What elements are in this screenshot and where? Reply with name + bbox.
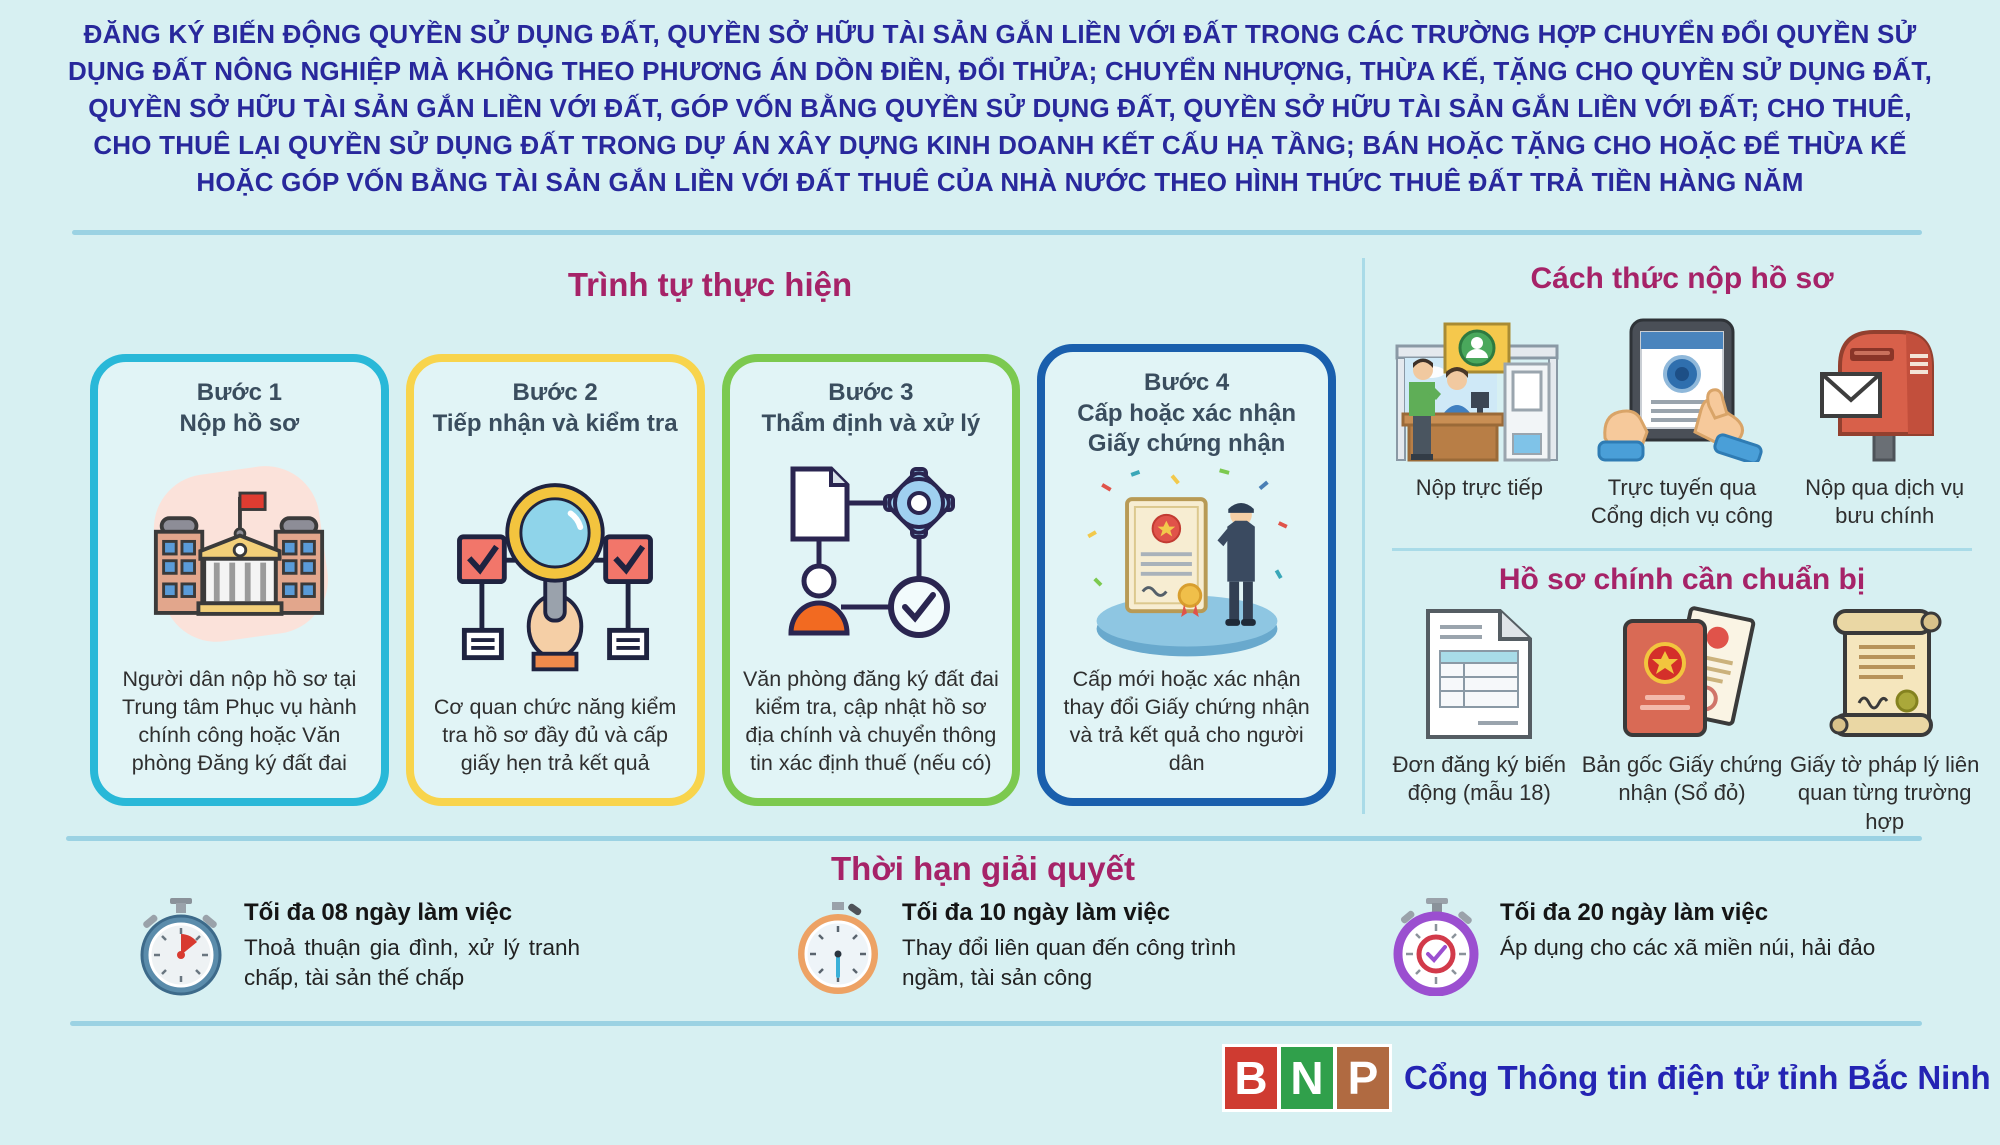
step-3-title [761,378,980,439]
deadline-8-days-description: Thoả thuận gia đình, xử lý tranh chấp, tài sản thế chấp [244,935,580,991]
step-1-description: Người dân nộp hồ sơ tại Trung tâm Phục vụ hành chính công hoặc Văn phòng Đăng ký đất đai [122,667,357,776]
step-card-4 [1037,344,1336,806]
method-postal [1783,312,1986,530]
step-2-title [433,378,678,439]
certificate-award-icon [1072,460,1302,666]
deadlines-heading: Thời hạn giải quyết [831,850,1135,887]
method-online [1581,312,1784,530]
bnp-logo [1222,1044,1392,1112]
deadline-item-10-days [792,898,1272,1001]
doc-registration-form-label: Đơn đăng ký biến động (mẫu 18) [1392,752,1567,806]
step-3-label: Bước 3 [828,379,914,406]
clock-orange-icon [792,898,884,1001]
vertical-divider [1362,258,1365,814]
deadline-10-days-description: Thay đổi liên quan đến công trình ngầm, tài sản công [902,935,1236,991]
method-postal-label: Nộp qua dịch vụ bưu chính [1805,475,1965,529]
submission-methods [1378,312,1986,530]
method-direct-label: Nộp trực tiếp [1415,475,1543,500]
step-card-3 [722,354,1021,806]
stopwatch-blue-icon [134,898,226,1001]
step-2-description: Cơ quan chức năng kiểm tra hồ sơ đầy đủ và cấp giấy hẹn trả kết quả [433,695,677,776]
submission-heading: Cách thức nộp hồ sơ [1530,262,1834,295]
step-3-subtitle: Thẩm định và xử lý [761,409,981,437]
right-column [1378,262,1986,836]
step-4-description: Cấp mới hoặc xác nhận thay đổi Giấy chứng nhận và trả kết quả cho người dân [1063,667,1310,776]
step-4-title [1057,368,1316,460]
process-heading: Trình tự thực hiện [567,266,853,303]
deadline-item-8-days [134,898,580,1001]
step-1-title [180,378,300,439]
step-3-description: Văn phòng đăng ký đất đai kiểm tra, cập nhật hồ sơ địa chính và chuyển thông tin xác định thuế (nếu có) [742,667,999,776]
step-2-subtitle: Tiếp nhận và kiểm tra [432,409,678,437]
deadline-20-days-duration: Tối đa 20 ngày làm việc [1500,899,1769,926]
divider-above-deadlines [66,836,1922,841]
step-card-2 [406,354,705,806]
magnifier-check-icon [440,439,670,694]
step-1-subtitle: Nộp hồ sơ [179,409,300,437]
document-gear-process-icon [761,439,981,666]
deadline-8-days-text [244,898,580,994]
registration-form-icon [1420,603,1538,741]
doc-registration-form [1378,603,1581,835]
bnp-logo-letter-n: N [1281,1047,1333,1109]
deadline-20-days-text [1500,898,1875,963]
doc-certificate-book [1581,603,1784,835]
government-building-icon [123,439,355,666]
timer-purple-icon [1390,898,1482,1001]
step-card-1 [90,354,389,806]
documents-heading: Hồ sơ chính cần chuẩn bị [1498,563,1866,597]
process-steps [90,354,1336,806]
required-documents [1378,603,1986,835]
doc-certificate-book-label: Bản gốc Giấy chứng nhận (Sổ đỏ) [1581,752,1783,806]
method-online-label: Trực tuyến qua Cổng dịch vụ công [1590,475,1774,529]
footer-portal-name: Cổng Thông tin điện tử tỉnh Bắc Ninh [1404,1059,1991,1096]
deadline-item-20-days [1390,898,1938,1001]
deadline-10-days-text [902,898,1272,994]
step-4-subtitle: Cấp hoặc xác nhận Giấy chứng nhận [1077,399,1296,458]
footer [1222,1044,1991,1112]
deadline-10-days-duration: Tối đa 10 ngày làm việc [902,899,1171,926]
page-title: ĐĂNG KÝ BIẾN ĐỘNG QUYỀN SỬ DỤNG ĐẤT, QUYỀN SỞ HỮU TÀI SẢN GẮN LIỀN VỚI ĐẤT TRONG CÁC TRƯỜNG HỢP CHUYỂN ĐỔI QUYỀN SỬ DỤNG ĐẤT NÔNG NGHIỆP MÀ KHÔNG THEO PHƯƠNG ÁN DỒN ĐIỀN, ĐỔI THỬA; CHUYỂN NHƯỢNG, THỪA KẾ, TẶNG CHO QUYỀN SỬ DỤNG ĐẤT, QUYỀN SỞ HỮU TÀI SẢN GẮN LIỀN VỚI ĐẤT, GÓP VỐN BẰNG QUYỀN SỬ DỤNG ĐẤT, QUYỀN SỞ HỮU TÀI SẢN GẮN LIỀN VỚI ĐẤT; CHO THUÊ, CHO THUÊ LẠI QUYỀN SỬ DỤNG ĐẤT TRONG DỰ ÁN XÂY DỰNG KINH DOANH KẾT CẤU HẠ TẦNG; BÁN HOẶC TẶNG CHO HOẶC ĐỂ THỪA KẾ HOẶC GÓP VỐN BẰNG TÀI SẢN GẮN LIỀN VỚI ĐẤT THUÊ CỦA NHÀ NƯỚC THEO HÌNH THỨC THUÊ ĐẤT TRẢ TIỀN HÀNG NĂM [67,19,1932,197]
tablet-online-icon [1597,312,1767,462]
bnp-logo-letter-b: B [1225,1047,1277,1109]
deadline-20-days-description: Áp dụng cho các xã miền núi, hải đảo [1500,935,1876,960]
right-column-divider [1392,548,1972,551]
step-1-label: Bước 1 [196,379,282,406]
method-direct [1378,312,1581,530]
doc-legal-papers [1783,603,1986,835]
divider-under-title [72,230,1922,235]
deadline-8-days-duration: Tối đa 08 ngày làm việc [244,899,513,926]
legal-scroll-icon [1821,603,1949,741]
step-2-label: Bước 2 [512,379,598,406]
doc-legal-papers-label: Giấy tờ pháp lý liên quan từng trường hợp [1790,752,1980,834]
divider-above-footer [70,1021,1922,1026]
step-4-label: Bước 4 [1144,369,1230,396]
bnp-logo-letter-p: P [1337,1047,1389,1109]
mailbox-icon [1810,312,1960,462]
red-book-certificate-icon [1607,603,1757,741]
service-counter-icon [1391,312,1567,462]
